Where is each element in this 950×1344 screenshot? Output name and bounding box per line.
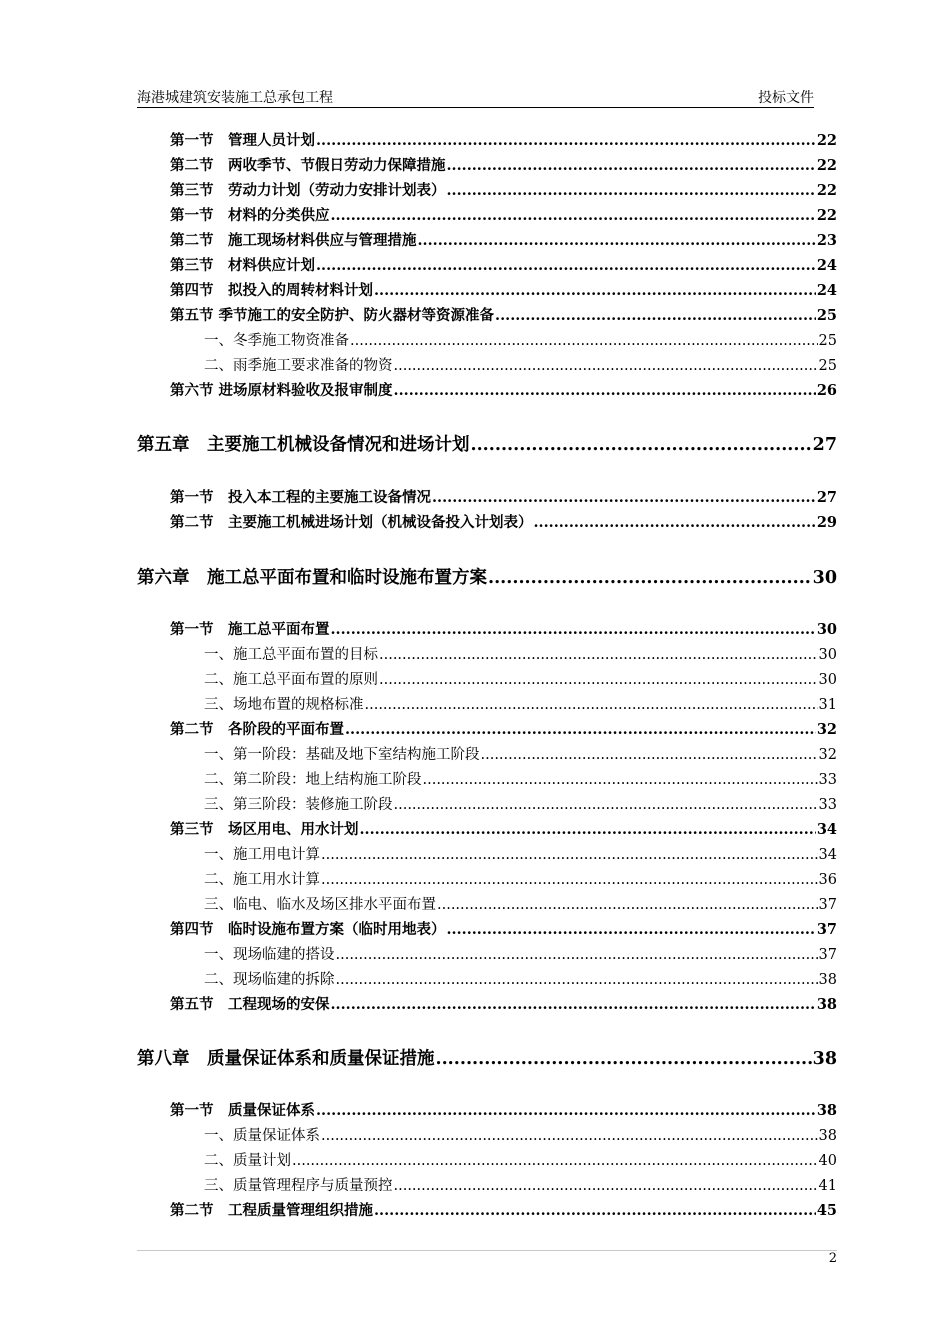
toc-dot-leader (394, 382, 816, 399)
toc-dot-leader (394, 797, 818, 813)
toc-entry-sub[interactable] (204, 868, 837, 889)
toc-entry-sub[interactable] (204, 768, 837, 789)
toc-dot-leader (360, 821, 816, 838)
toc-entry-page-number: 41 (818, 1178, 837, 1194)
toc-entry-sec[interactable] (170, 993, 837, 1014)
toc-dot-leader (488, 568, 812, 588)
toc-entry-sec[interactable] (170, 511, 837, 532)
toc-dot-leader (374, 282, 816, 299)
toc-entry-title: 第一节 施工总平面布置 (170, 621, 330, 638)
toc-dot-leader (447, 157, 816, 174)
toc-entry-title: 第五节 工程现场的安保 (170, 996, 330, 1013)
toc-dot-leader (481, 747, 818, 763)
toc-entry-page-number: 38 (816, 996, 837, 1013)
toc-entry-page-number: 25 (818, 333, 837, 349)
toc-entry-page-number: 38 (812, 1049, 837, 1069)
toc-dot-leader (336, 972, 818, 988)
toc-entry-page-number: 45 (816, 1202, 837, 1219)
toc-entry-sub[interactable] (204, 793, 837, 814)
toc-entry-title: 二、现场临建的拆除 (204, 972, 335, 988)
toc-entry-sub[interactable] (204, 354, 837, 375)
toc-dot-leader (321, 1128, 818, 1144)
toc-entry-sec[interactable] (170, 229, 837, 250)
toc-entry-sec[interactable] (170, 279, 837, 300)
toc-entry-title: 第四节 拟投入的周转材料计划 (170, 282, 373, 299)
footer-divider (137, 1250, 837, 1251)
toc-entry-page-number: 33 (818, 772, 837, 788)
toc-entry-title: 一、冬季施工物资准备 (204, 333, 349, 349)
toc-entry-page-number: 38 (816, 1102, 837, 1119)
toc-dot-leader (292, 1153, 818, 1169)
toc-entry-sub[interactable] (204, 893, 837, 914)
toc-entry-sec[interactable] (170, 1099, 837, 1120)
toc-entry-sec[interactable] (170, 129, 837, 150)
toc-entry-sub[interactable] (204, 329, 837, 350)
toc-entry-sub[interactable] (204, 693, 837, 714)
toc-dot-leader (316, 257, 816, 274)
toc-entry-title: 三、质量管理程序与质量预控 (204, 1178, 393, 1194)
toc-dot-leader (350, 333, 818, 349)
toc-entry-title: 一、施工总平面布置的目标 (204, 647, 378, 663)
toc-dot-leader (447, 182, 816, 199)
toc-dot-leader (331, 621, 816, 638)
toc-entry-title: 一、第一阶段：基础及地下室结构施工阶段 (204, 747, 480, 763)
toc-entry-sec[interactable] (170, 379, 837, 400)
toc-entry-page-number: 22 (816, 182, 837, 199)
toc-entry-page-number: 31 (818, 697, 837, 713)
toc-entry-page-number: 33 (818, 797, 837, 813)
toc-entry-page-number: 22 (816, 132, 837, 149)
toc-entry-page-number: 23 (816, 232, 837, 249)
toc-entry-page-number: 24 (816, 257, 837, 274)
toc-entry-sec[interactable] (170, 486, 837, 507)
toc-entry-title: 第一节 质量保证体系 (170, 1102, 315, 1119)
toc-entry-title: 第三节 劳动力计划（劳动力安排计划表） (170, 182, 446, 199)
toc-entry-page-number: 38 (818, 1128, 837, 1144)
toc-entry-title: 第三节 场区用电、用水计划 (170, 821, 359, 838)
toc-entry-title: 一、现场临建的搭设 (204, 947, 335, 963)
toc-entry-sub[interactable] (204, 743, 837, 764)
toc-entry-page-number: 38 (818, 972, 837, 988)
toc-entry-page-number: 25 (818, 358, 837, 374)
toc-entry-sec[interactable] (170, 154, 837, 175)
toc-entry-page-number: 27 (816, 489, 837, 506)
toc-dot-leader (495, 307, 816, 324)
toc-entry-sec[interactable] (170, 304, 837, 325)
toc-entry-title: 第一节 投入本工程的主要施工设备情况 (170, 489, 431, 506)
toc-entry-page-number: 30 (816, 621, 837, 638)
toc-entry-title: 第八章 质量保证体系和质量保证措施 (137, 1049, 435, 1069)
toc-entry-page-number: 34 (816, 821, 837, 838)
toc-entry-title: 第六节 进场原材料验收及报审制度 (170, 382, 393, 399)
toc-dot-leader (316, 132, 816, 149)
toc-dot-leader (379, 647, 818, 663)
toc-entry-sec[interactable] (170, 254, 837, 275)
toc-entry-sub[interactable] (204, 968, 837, 989)
toc-entry-chap[interactable] (137, 431, 837, 456)
toc-entry-page-number: 36 (818, 872, 837, 888)
toc-entry-sub[interactable] (204, 1149, 837, 1170)
toc-entry-page-number: 27 (812, 435, 837, 455)
toc-entry-sec[interactable] (170, 204, 837, 225)
toc-entry-title: 第二节 施工现场材料供应与管理措施 (170, 232, 417, 249)
toc-entry-page-number: 34 (818, 847, 837, 863)
toc-entry-sec[interactable] (170, 1199, 837, 1220)
toc-entry-page-number: 30 (818, 647, 837, 663)
toc-entry-page-number: 29 (816, 514, 837, 531)
toc-entry-chap[interactable] (137, 1045, 837, 1070)
toc-entry-sub[interactable] (204, 843, 837, 864)
toc-entry-page-number: 26 (816, 382, 837, 399)
toc-entry-title: 一、施工用电计算 (204, 847, 320, 863)
toc-entry-page-number: 22 (816, 157, 837, 174)
toc-entry-page-number: 32 (816, 721, 837, 738)
toc-entry-title: 第四节 临时设施布置方案（临时用地表） (170, 921, 446, 938)
toc-entry-page-number: 37 (818, 897, 837, 913)
toc-entry-page-number: 30 (812, 568, 837, 588)
toc-entry-page-number: 37 (816, 921, 837, 938)
toc-entry-sec[interactable] (170, 718, 837, 739)
toc-dot-leader (437, 897, 818, 913)
toc-entry-sub[interactable] (204, 668, 837, 689)
toc-dot-leader (423, 772, 818, 788)
toc-entry-title: 三、场地布置的规格标准 (204, 697, 364, 713)
toc-dot-leader (336, 947, 818, 963)
toc-entry-page-number: 22 (816, 207, 837, 224)
toc-entry-page-number: 24 (816, 282, 837, 299)
toc-dot-leader (447, 921, 816, 938)
toc-dot-leader (374, 1202, 816, 1219)
toc-entry-title: 一、质量保证体系 (204, 1128, 320, 1144)
toc-entry-title: 二、第二阶段：地上结构施工阶段 (204, 772, 422, 788)
toc-dot-leader (321, 847, 818, 863)
toc-dot-leader (321, 872, 818, 888)
toc-dot-leader (418, 232, 816, 249)
toc-entry-page-number: 25 (816, 307, 837, 324)
toc-entry-title: 二、质量计划 (204, 1153, 291, 1169)
header-project-title: 海港城建筑安装施工总承包工程 (137, 90, 333, 106)
toc-entry-page-number: 30 (818, 672, 837, 688)
toc-entry-sec[interactable] (170, 618, 837, 639)
toc-dot-leader (316, 1102, 816, 1119)
toc-dot-leader (365, 697, 818, 713)
toc-entry-sub[interactable] (204, 1124, 837, 1145)
toc-entry-title: 三、临电、临水及场区排水平面布置 (204, 897, 436, 913)
page-header (137, 87, 814, 108)
toc-dot-leader (331, 996, 816, 1013)
toc-entry-sec[interactable] (170, 179, 837, 200)
toc-entry-chap[interactable] (137, 564, 837, 589)
toc-dot-leader (534, 514, 816, 531)
toc-dot-leader (345, 721, 816, 738)
toc-dot-leader (394, 358, 818, 374)
toc-entry-title: 二、施工用水计算 (204, 872, 320, 888)
toc-entry-title: 第一节 管理人员计划 (170, 132, 315, 149)
toc-entry-title: 第三节 材料供应计划 (170, 257, 315, 274)
header-document-type: 投标文件 (758, 90, 814, 106)
toc-entry-page-number: 37 (818, 947, 837, 963)
toc-entry-sec[interactable] (170, 818, 837, 839)
toc-entry-sub[interactable] (204, 643, 837, 664)
toc-entry-page-number: 32 (818, 747, 837, 763)
toc-entry-title: 二、施工总平面布置的原则 (204, 672, 378, 688)
toc-entry-sec[interactable] (170, 918, 837, 939)
toc-dot-leader (471, 435, 812, 455)
toc-entry-title: 第二节 工程质量管理组织措施 (170, 1202, 373, 1219)
toc-entry-sub[interactable] (204, 1174, 837, 1195)
toc-entry-title: 第五章 主要施工机械设备情况和进场计划 (137, 435, 470, 455)
toc-entry-title: 第六章 施工总平面布置和临时设施布置方案 (137, 568, 487, 588)
toc-dot-leader (379, 672, 818, 688)
toc-dot-leader (432, 489, 816, 506)
toc-dot-leader (331, 207, 816, 224)
toc-entry-title: 第五节 季节施工的安全防护、防火器材等资源准备 (170, 307, 495, 324)
toc-dot-leader (394, 1178, 818, 1194)
toc-entry-title: 第二节 两收季节、节假日劳动力保障措施 (170, 157, 446, 174)
toc-entry-title: 第二节 主要施工机械进场计划（机械设备投入计划表） (170, 514, 533, 531)
toc-entry-title: 第二节 各阶段的平面布置 (170, 721, 344, 738)
toc-entry-sub[interactable] (204, 943, 837, 964)
toc-entry-title: 三、第三阶段：装修施工阶段 (204, 797, 393, 813)
toc-entry-page-number: 40 (818, 1153, 837, 1169)
toc-entry-title: 二、雨季施工要求准备的物资 (204, 358, 393, 374)
footer-page-number: 2 (828, 1251, 837, 1266)
toc-entry-title: 第一节 材料的分类供应 (170, 207, 330, 224)
toc-dot-leader (436, 1049, 812, 1069)
